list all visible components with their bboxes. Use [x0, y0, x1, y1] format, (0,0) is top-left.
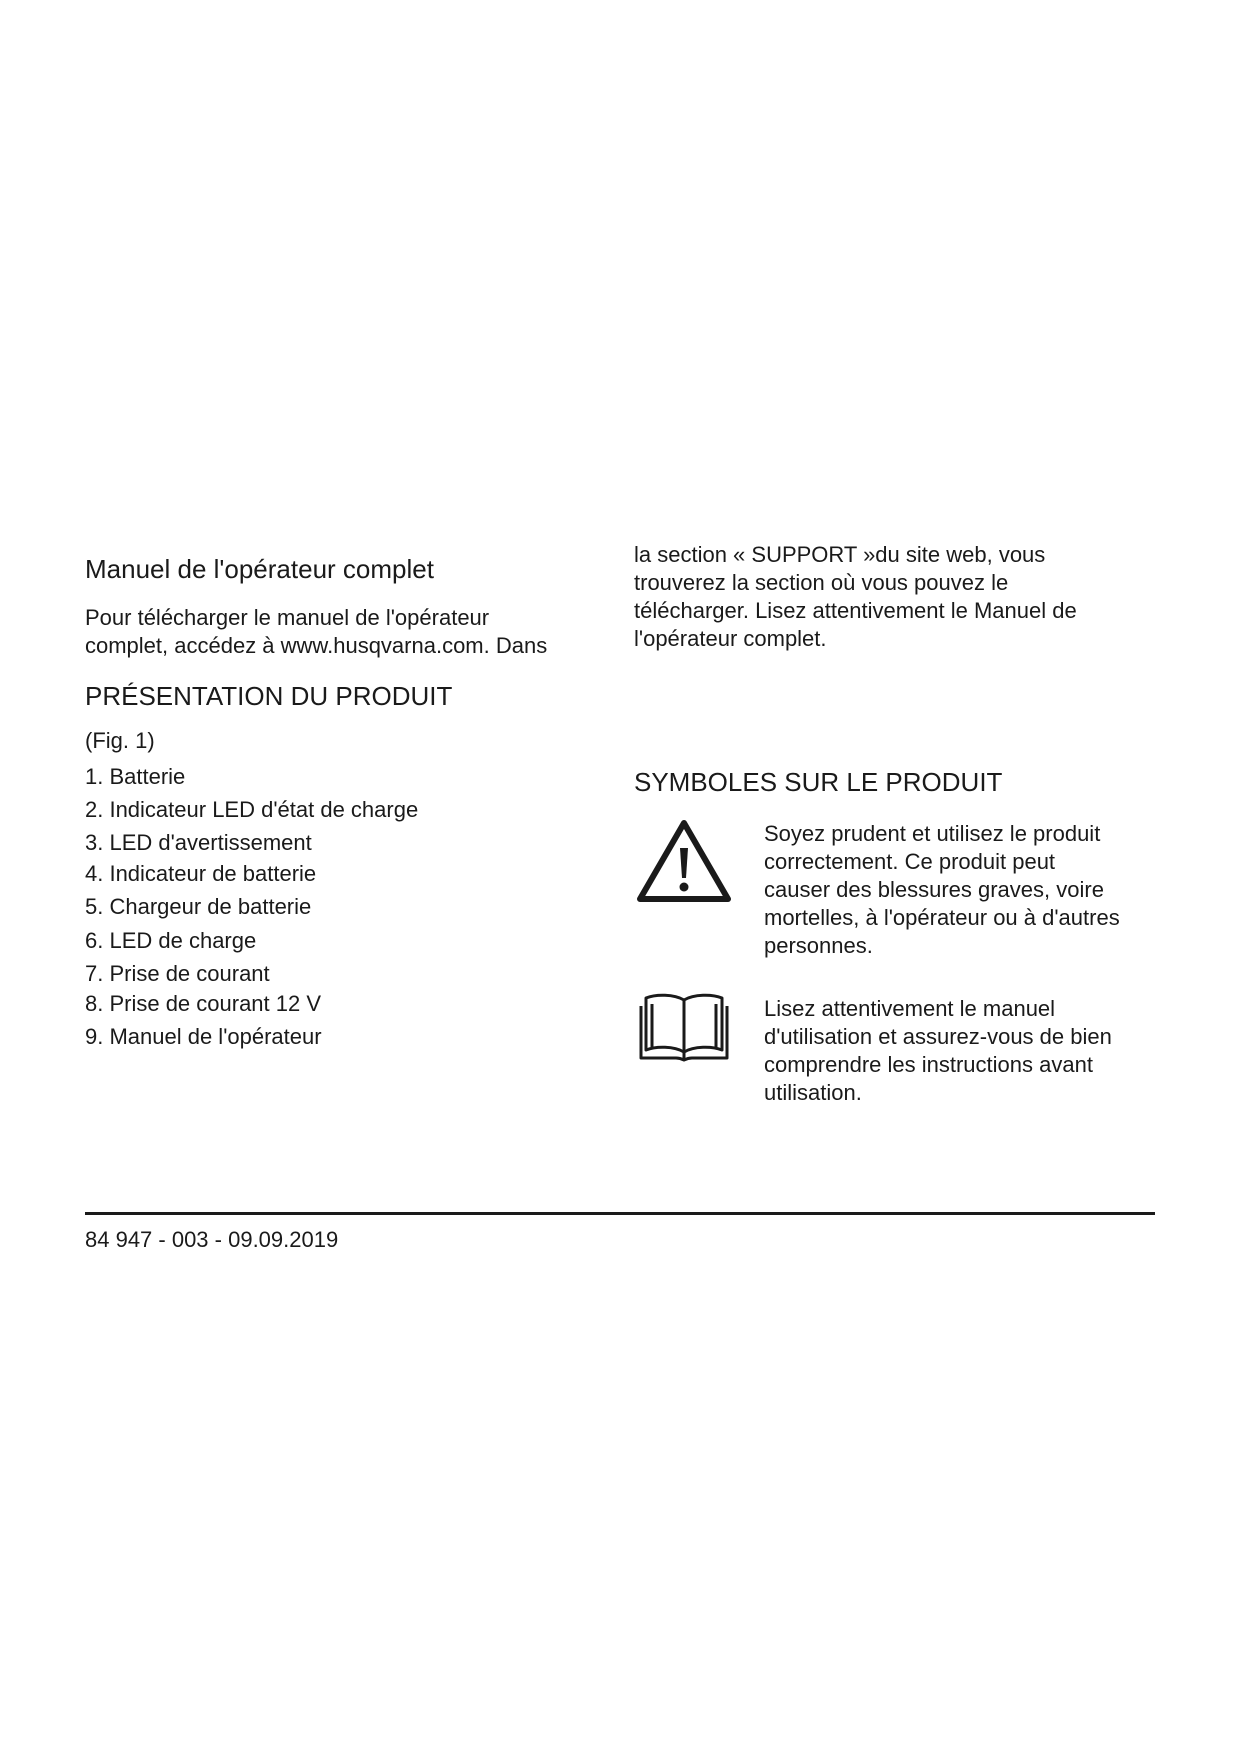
intro-line: trouverez la section où vous pouvez le	[634, 570, 1009, 595]
list-item: 4. Indicateur de batterie	[85, 861, 317, 886]
section-title-product-overview: PRÉSENTATION DU PRODUIT	[85, 681, 453, 711]
description-line: correctement. Ce produit peut	[764, 849, 1056, 874]
list-item: 9. Manuel de l'opérateur	[85, 1024, 322, 1049]
full-manual-intro	[85, 604, 547, 660]
warning-triangle-icon	[636, 818, 732, 904]
description-line: utilisation.	[764, 1080, 862, 1105]
manual-symbol-description	[764, 995, 1112, 1107]
warning-symbol-description	[764, 820, 1120, 960]
description-line: Soyez prudent et utilisez le produit	[764, 821, 1101, 846]
list-item: 8. Prise de courant 12 V	[85, 991, 322, 1016]
list-item: 3. LED d'avertissement	[85, 830, 312, 855]
open-book-icon	[636, 990, 732, 1062]
description-line: personnes.	[764, 933, 873, 958]
full-manual-intro-continued	[634, 541, 1077, 653]
intro-line: complet, accédez à www.husqvarna.com. Dans	[85, 633, 548, 658]
intro-line: Pour télécharger le manuel de l'opérateur	[85, 605, 490, 630]
list-item: 2. Indicateur LED d'état de charge	[85, 797, 419, 822]
description-line: comprendre les instructions avant	[764, 1052, 1093, 1077]
intro-line: l'opérateur complet.	[634, 626, 827, 651]
intro-line: la section « SUPPORT »du site web, vous	[634, 542, 1046, 567]
footer-divider	[85, 1212, 1155, 1215]
intro-line: télécharger. Lisez attentivement le Manuel de	[634, 598, 1077, 623]
description-line: mortelles, à l'opérateur ou à d'autres	[764, 905, 1120, 930]
list-item: 5. Chargeur de batterie	[85, 894, 312, 919]
section-title-symbols: SYMBOLES SUR LE PRODUIT	[634, 767, 1003, 797]
list-item: 6. LED de charge	[85, 928, 257, 953]
section-title-full-manual: Manuel de l'opérateur complet	[85, 554, 434, 584]
description-line: d'utilisation et assurez-vous de bien	[764, 1024, 1112, 1049]
description-line: causer des blessures graves, voire	[764, 877, 1104, 902]
document-reference: 84 947 - 003 - 09.09.2019	[85, 1227, 339, 1252]
list-item: 7. Prise de courant	[85, 961, 270, 986]
figure-reference: (Fig. 1)	[85, 728, 155, 753]
list-item: 1. Batterie	[85, 764, 186, 789]
description-line: Lisez attentivement le manuel	[764, 996, 1056, 1021]
